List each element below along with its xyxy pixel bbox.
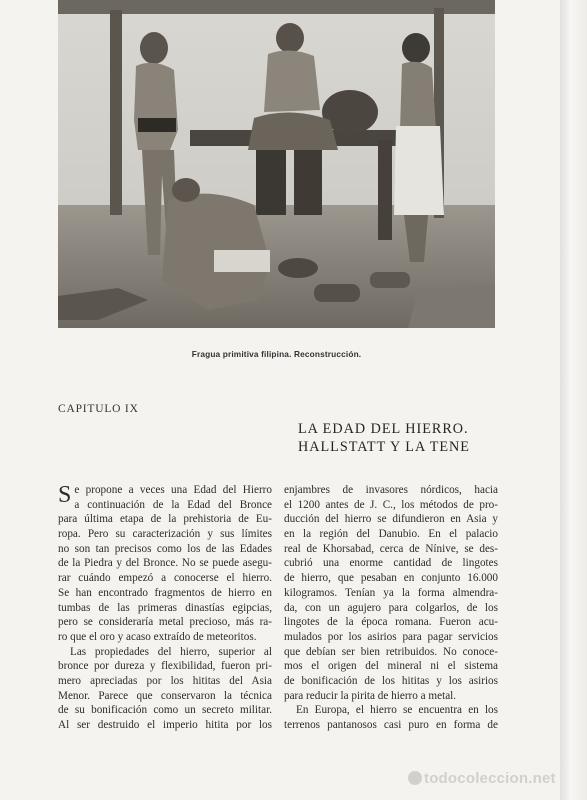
text-line: no son tan precisos como los de las Edades <box>58 542 272 555</box>
text-line: pero se consideraría metal precioso, más ra- <box>58 616 272 629</box>
text-line: rar cuándo empezó a conocerse el hierro. <box>58 572 272 585</box>
text-line: enjambres de invasores nórdicos, hacia <box>284 484 498 496</box>
text-line: para última etapa de la prehistoria de Eu- <box>58 513 272 526</box>
text-line: en la región del Danubio. En el palacio <box>284 528 498 541</box>
text-line: para reducir la pirita de hierro a metal. <box>284 689 457 702</box>
figure-caption: Fragua primitiva filipina. Reconstrucción. <box>191 349 362 359</box>
text-line: e propone a veces una Edad del Hierro <box>74 484 272 496</box>
drop-cap: S <box>58 482 72 508</box>
chapter-label: CAPITULO IX <box>58 403 139 415</box>
text-line: de la Piedra y del Bronce. No se puede asegu- <box>58 557 272 570</box>
text-line: ducción del hierro se difundieron en Asia y <box>284 513 498 526</box>
text-line: tumbas de las primeras dinastías egipcias, <box>58 601 272 614</box>
text-line: Se han encontrado fragmentos de hierro en <box>58 586 272 599</box>
text-line: En Europa, el hierro se encuentra en los <box>296 704 498 717</box>
chapter-title-line: HALLSTATT Y LA TENE <box>298 439 470 455</box>
body-column-right <box>284 483 498 733</box>
text-line: de hierro, que pesaban en conjunto 16.000 <box>284 572 498 585</box>
text-line: terrenos pantanosos casi puro en forma de <box>284 719 498 731</box>
text-line: mulados por los asirios para pagar servicios <box>284 630 498 643</box>
forge-photograph <box>58 0 495 328</box>
text-line: mos el origen del mineral ni el sistema <box>284 660 498 673</box>
text-line: que debían ser bien retribuidos. No conoce- <box>284 645 498 658</box>
text-line: ro que el oro y acaso extraído de meteoritos. <box>58 630 257 643</box>
chapter-title-line: LA EDAD DEL HIERRO. <box>298 421 469 437</box>
text-line: real de Khorsabad, cerca de Nínive, se des- <box>284 542 498 555</box>
text-line: Las propiedades del hierro, superior al <box>70 645 272 658</box>
text-line: cubrió una enorme cantidad de lingotes <box>284 557 498 570</box>
watermark <box>408 770 556 787</box>
text-line: lingotes de la época romana. Fueron acu- <box>284 616 498 629</box>
chapter-title <box>298 420 498 456</box>
text-line: de bonificación de los hititas y los asirios <box>284 674 498 687</box>
text-line: ropa. Pero su caracterización y sus límites <box>58 528 272 541</box>
text-line: da, con un agujero para colgarlos, de los <box>284 601 498 614</box>
text-line: kilogramos. Tenían ya la forma almendra- <box>284 586 498 599</box>
watermark-logo-icon <box>408 771 422 785</box>
text-line: bronce por dureza y flexibilidad, fueron pri- <box>58 660 272 673</box>
text-line: Al ser destruido el imperio hitita por los <box>58 719 272 731</box>
text-line: de su bonificación como un secreto militar. <box>58 704 272 717</box>
text-line: mero apreciadas por los hititas del Asia <box>58 674 272 687</box>
page-edge <box>560 0 587 800</box>
body-column-left <box>58 483 272 733</box>
text-line: Menor. Parece que conservaron la técnica <box>58 689 272 702</box>
text-line: a continuación de la Edad del Bronce <box>74 498 272 511</box>
text-line: el 1200 antes de J. C., los métodos de pro- <box>284 498 498 511</box>
watermark-text: todocoleccion.net <box>424 770 556 787</box>
